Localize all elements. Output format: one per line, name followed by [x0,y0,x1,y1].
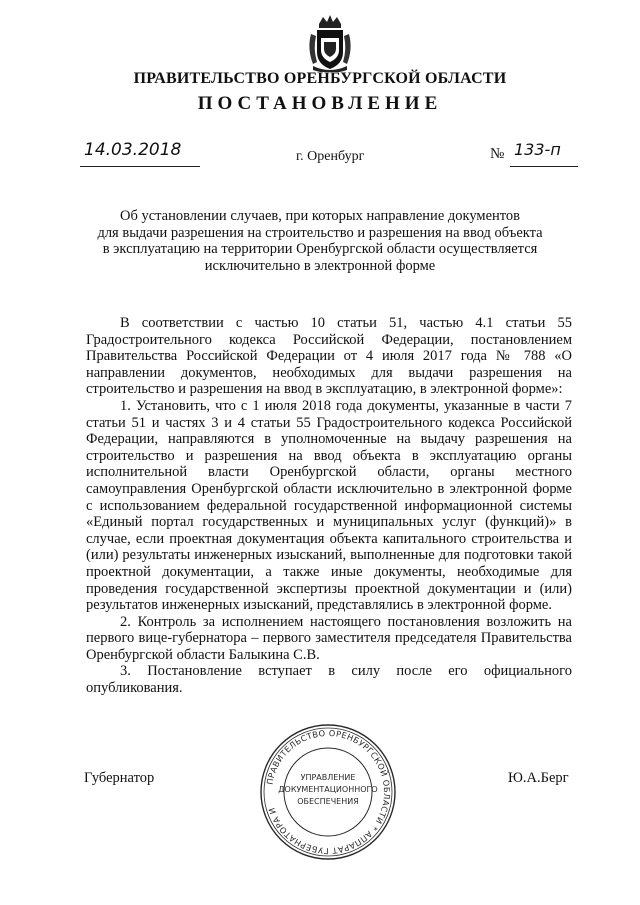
title-line: Об установлении случаев, при которых направление документов [119,208,521,224]
coat-of-arms-icon [305,14,355,72]
signatory-position: Губернатор [84,770,155,786]
organization-name: ПРАВИТЕЛЬСТВО ОРЕНБУРГСКОЙ ОБЛАСТИ [133,70,507,87]
stamp-outer-text: ПРАВИТЕЛЬСТВО ОРЕНБУРГСКОЙ ОБЛАСТИ * АППАРАТ ГУБЕРНАТОРА И [264,727,393,857]
title-line: исключительно в электронной форме [204,257,436,274]
item-3-paragraph: 3. Постановление вступает в силу после его официального опубликования. [86,663,572,697]
preamble-paragraph: В соответствии с частью 10 статьи 51, частью 4.1 статьи 55 Градостроительного кодекса Российской Федерации, постановлением Правительства Российской Федерации от 4 июля 2017 года № 788 «О направлении документов, необходимых для выдачи разрешения на строительство и разрешения на ввод в эксплуатацию, в электронной форме»: [86,315,572,398]
document-date: 14.03.2018 [84,140,182,160]
title-line: для выдачи разрешения на строительство и разрешения на ввод объекта [97,224,543,241]
document-type: ПОСТАНОВЛЕНИЕ [197,93,443,114]
number-label: № [490,146,505,162]
document-body [86,315,572,697]
stamp-inner-line-1: УПРАВЛЕНИЕ [300,773,356,782]
item-1-paragraph: 1. Установить, что с 1 июля 2018 года документы, указанные в части 7 статьи 51 и частях 3 и 4 статьи 55 Градостроительного кодекса Российской Федерации, направляются в уполномоченные на выдачу разрешения на строительство и разрешения на ввод объекта в эксплуатацию органы исполнительной власти Оренбургской области, органы местного самоуправления Оренбургской области исключительно в электронной форме с использованием федеральной государственной информационной системы «Единый портал государственных и муниципальных услуг (функций)» в случае, если проектная документация объекта капитального строительства и (или) результаты инженерных изысканий, выполненные для подготовки такой проектной документации, а также иные документы, необходимые для проведения государственной экспертизы проектной документации и (или) результатов инженерных изысканий, представлялись в электронной форме. [86,397,572,614]
stamp-inner-line-3: ОБЕСПЕЧЕНИЯ [297,797,359,806]
document-title [96,208,544,274]
title-line: в эксплуатацию на территории Оренбургской области осуществляется [102,241,538,257]
stamp-inner-line-2: ДОКУМЕНТАЦИОННОГО [278,785,378,794]
signatory-name: Ю.А.Берг [508,770,569,786]
document-city: г. Оренбург [296,149,365,164]
document-number: 133-п [514,140,561,159]
official-stamp [258,722,398,862]
item-2-paragraph: 2. Контроль за исполнением настоящего постановления возложить на первого вице-губернатора – первого заместителя председателя Правительства Оренбургской области Балыкина С.В. [86,613,572,663]
